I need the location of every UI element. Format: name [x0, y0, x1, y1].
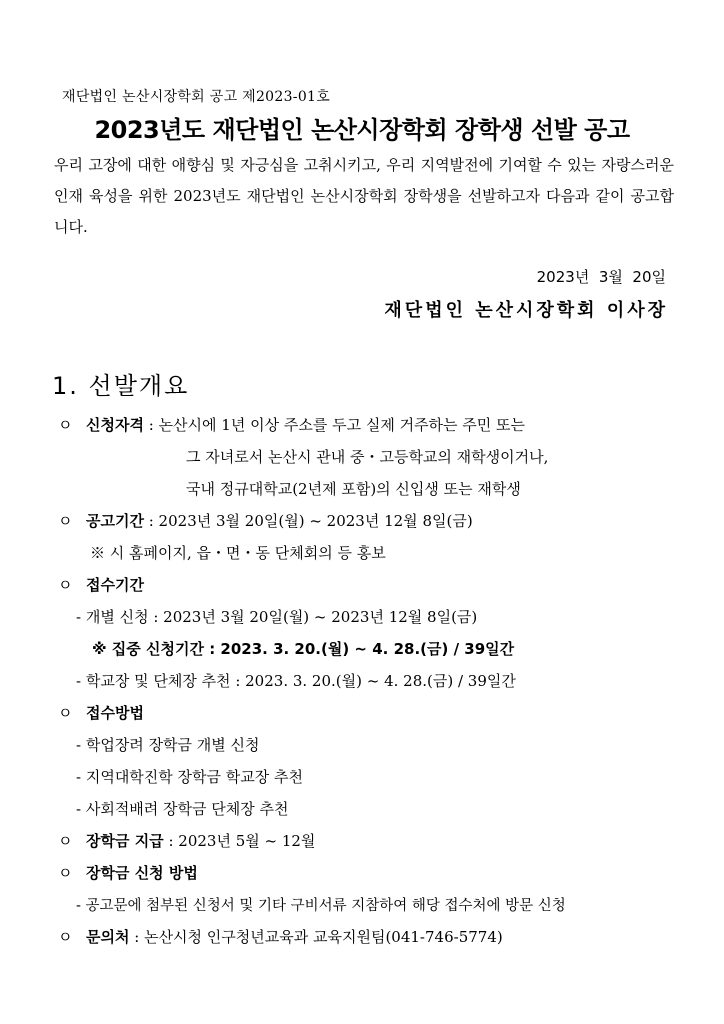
- notice-period-note: ※ 시 홈페이지, 읍・면・동 단체회의 등 홍보: [90, 544, 386, 562]
- eligibility-line-2: 그 자녀로서 논산시 관내 중・고등학교의 재학생이거나,: [186, 448, 549, 466]
- reception-method-item-2: - 지역대학진학 장학금 학교장 추천: [76, 768, 304, 786]
- circle-bullet-icon: ㅇ: [58, 864, 73, 882]
- payment-value: : 2023년 5월 ~ 12월: [163, 832, 316, 850]
- reception-period-row: [58, 574, 144, 595]
- contact-label: 문의처: [86, 928, 130, 946]
- circle-bullet-icon: ㅇ: [58, 928, 73, 946]
- circle-bullet-icon: ㅇ: [58, 576, 73, 594]
- reception-method-item-1: - 학업장려 장학금 개별 신청: [76, 736, 260, 754]
- reception-method-item-3: - 사회적배려 장학금 단체장 추천: [76, 800, 289, 818]
- reception-intensive: ※ 집중 신청기간 : 2023. 3. 20.(월) ~ 4. 28.(금) / 39일간: [92, 640, 515, 658]
- circle-bullet-icon: ㅇ: [58, 512, 73, 530]
- reception-individual: - 개별 신청 : 2023년 3월 20일(월) ~ 2023년 12월 8일(금): [76, 608, 478, 626]
- notice-period-label: 공고기간: [86, 512, 144, 530]
- eligibility-line-3: 국내 정규대학교(2년제 포함)의 신입생 또는 재학생: [186, 480, 521, 498]
- reception-period-label: 접수기간: [86, 576, 144, 594]
- reception-method-row: [58, 702, 144, 723]
- eligibility-row: [58, 414, 525, 435]
- section-title: 1. 선발개요: [52, 372, 190, 400]
- eligibility-line-1: 논산시에 1년 이상 주소를 두고 실제 거주하는 주민 또는: [158, 416, 526, 434]
- contact-value: : 논산시청 인구청년교육과 교육지원팀(041-746-5774): [129, 928, 503, 946]
- circle-bullet-icon: ㅇ: [58, 832, 73, 850]
- notice-number: 재단법인 논산시장학회 공고 제2023-01호: [62, 89, 331, 105]
- page-title: 2023년도 재단법인 논산시장학회 장학생 선발 공고: [94, 116, 630, 144]
- issuer-name: 재단법인 논산시장학회 이사장: [384, 300, 668, 321]
- circle-bullet-icon: ㅇ: [58, 416, 73, 434]
- circle-bullet-icon: ㅇ: [58, 704, 73, 722]
- reception-recommendation: - 학교장 및 단체장 추천 : 2023. 3. 20.(월) ~ 4. 28.(금) / 39일간: [76, 672, 516, 690]
- notice-period-value: : 2023년 3월 20일(월) ~ 2023년 12월 8일(금): [143, 512, 473, 530]
- reception-method-label: 접수방법: [86, 704, 144, 722]
- application-method-item-1: - 공고문에 첨부된 신청서 및 기타 구비서류 지참하여 해당 접수처에 방문 신청: [76, 898, 566, 914]
- contact-row: [58, 926, 503, 947]
- notice-date: 2023년 3월 20일: [536, 268, 666, 286]
- payment-row: [58, 830, 315, 851]
- payment-label: 장학금 지급: [86, 832, 164, 850]
- application-method-row: [58, 862, 198, 883]
- eligibility-label: 신청자격: [86, 416, 144, 434]
- eligibility-separator: :: [143, 416, 159, 434]
- notice-period-row: [58, 510, 473, 531]
- intro-paragraph: 우리 고장에 대한 애향심 및 자긍심을 고취시키고, 우리 지역발전에 기여할 수 있는 자랑스러운 인재 육성을 위한 2023년도 재단법인 논산시장학회 장학생을 선발하고자 다음과 같이 공고합니다.: [54, 156, 674, 236]
- application-method-label: 장학금 신청 방법: [86, 864, 198, 882]
